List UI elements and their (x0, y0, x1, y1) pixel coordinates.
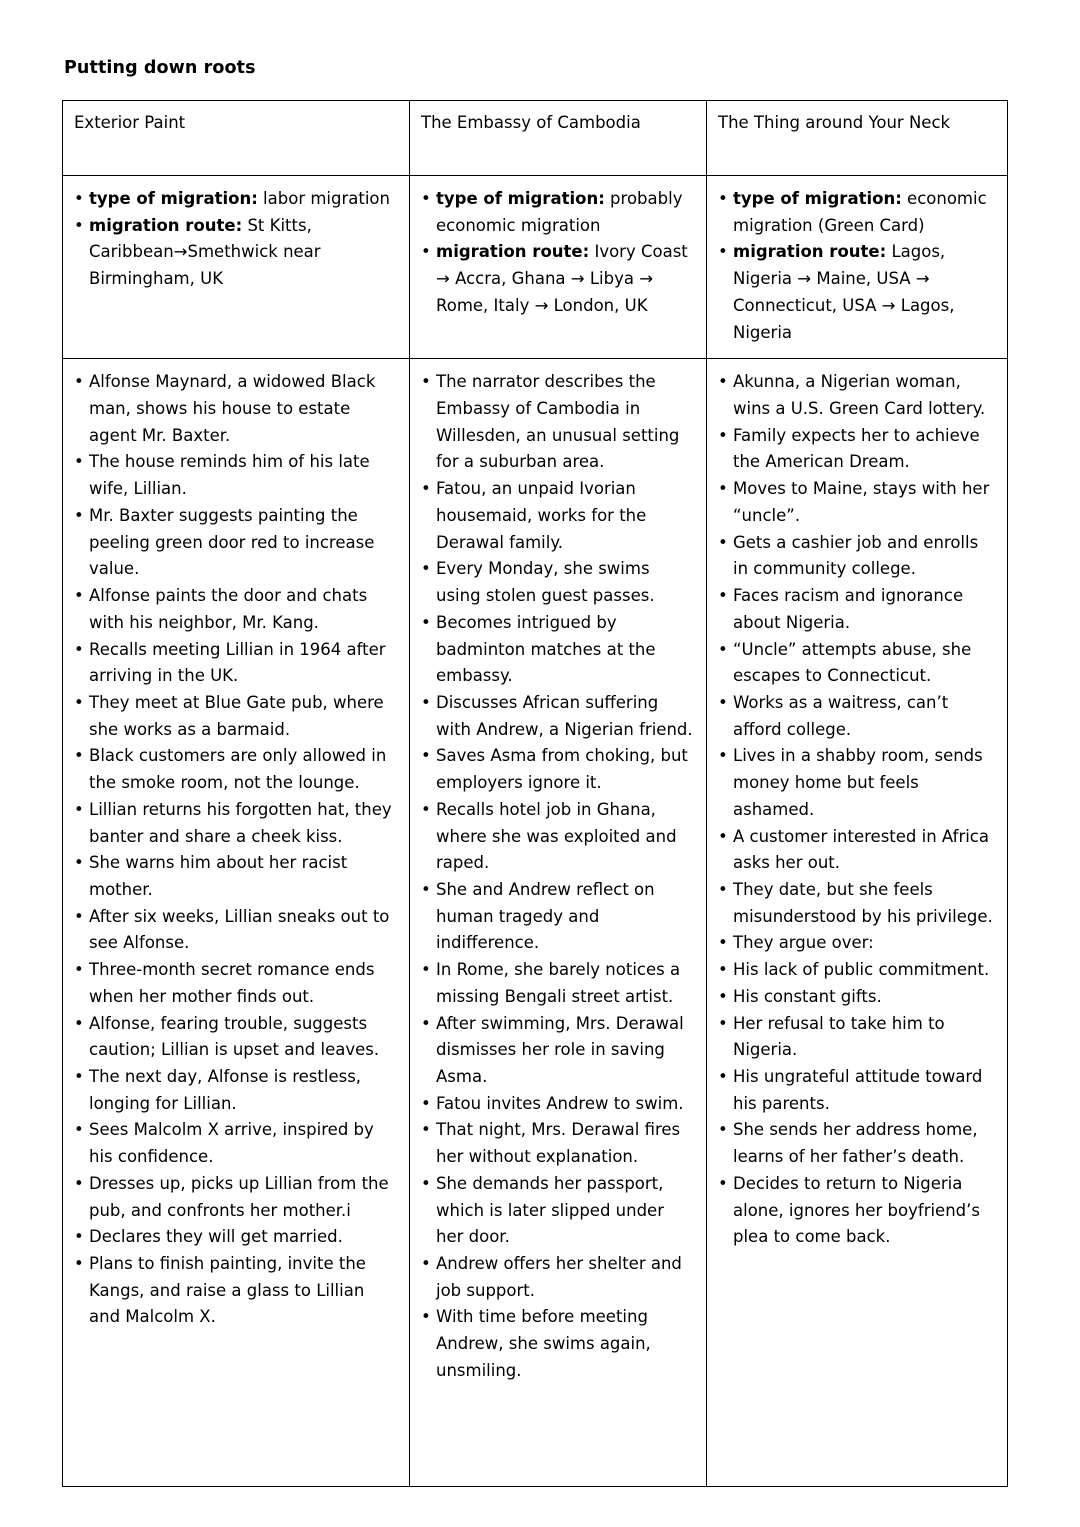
list-item: • Alfonse Maynard, a widowed Black man, shows his house to estate agent Mr. Baxter. (74, 369, 398, 449)
list-item: • After swimming, Mrs. Derawal dismisses her role in saving Asma. (421, 1011, 695, 1091)
table-header-row (63, 101, 1008, 176)
list-item: • Recalls meeting Lillian in 1964 after arriving in the UK. (74, 637, 398, 690)
list-item: • In Rome, she barely notices a missing Bengali street artist. (421, 957, 695, 1010)
list-item: • Dresses up, picks up Lillian from the pub, and confronts her mother.i (74, 1171, 398, 1224)
migration-meta-list (421, 186, 695, 320)
list-item: • Alfonse paints the door and chats with his neighbor, Mr. Kang. (74, 583, 398, 636)
migration-route-label: migration route: (89, 215, 243, 235)
list-item: • The narrator describes the Embassy of Cambodia in Willesden, an unusual setting for a suburban area. (421, 369, 695, 476)
list-item: • Lives in a shabby room, sends money home but feels ashamed. (718, 743, 996, 823)
migration-type-item (421, 186, 695, 239)
list-item: • Her refusal to take him to Nigeria. (718, 1011, 996, 1064)
table-summary-row (63, 359, 1008, 1487)
list-item: • They meet at Blue Gate pub, where she works as a barmaid. (74, 690, 398, 743)
list-item: • She and Andrew reflect on human tragedy and indifference. (421, 877, 695, 957)
list-item: • The house reminds him of his late wife, Lillian. (74, 449, 398, 502)
column-header-cell (707, 101, 1008, 176)
list-item: • Family expects her to achieve the American Dream. (718, 423, 996, 476)
summary-list (718, 369, 996, 1251)
page-title: Putting down roots (64, 58, 256, 78)
list-item: • She demands her passport, which is later slipped under her door. (421, 1171, 695, 1251)
migration-meta-cell (63, 176, 410, 359)
summary-cell (63, 359, 410, 1487)
list-item: • They argue over: (718, 930, 996, 957)
migration-type-label: type of migration: (436, 189, 605, 208)
migration-meta-cell (707, 176, 1008, 359)
list-item: • Black customers are only allowed in the smoke room, not the lounge. (74, 743, 398, 796)
list-item: • After six weeks, Lillian sneaks out to see Alfonse. (74, 904, 398, 957)
list-item: • She warns him about her racist mother. (74, 850, 398, 903)
list-item: • “Uncle” attempts abuse, she escapes to Connecticut. (718, 637, 996, 690)
migration-route-item (718, 239, 996, 346)
column-header-cell (63, 101, 410, 176)
migration-route-item (421, 239, 695, 319)
column-header-cell (410, 101, 707, 176)
table-meta-row (63, 176, 1008, 359)
list-item: • Declares they will get married. (74, 1224, 398, 1251)
migration-route-item (74, 213, 398, 293)
list-item: • Decides to return to Nigeria alone, ignores her boyfriend’s plea to come back. (718, 1171, 996, 1251)
migration-route-value: Ivory Coast → Accra, Ghana → Libya → Rome, Italy → London, UK (436, 242, 688, 315)
migration-meta-cell (410, 176, 707, 359)
summary-list (421, 369, 695, 1384)
migration-type-value: probably economic migration (436, 189, 683, 235)
migration-type-value: labor migration (257, 189, 390, 208)
migration-type-value: economic migration (Green Card) (733, 189, 987, 235)
list-item: • Becomes intrigued by badminton matches at the embassy. (421, 610, 695, 690)
summary-cell (707, 359, 1008, 1487)
list-item: • His lack of public commitment. (718, 957, 996, 984)
column-header-text: The Embassy of Cambodia (421, 113, 641, 132)
list-item: • Works as a waitress, can’t afford college. (718, 690, 996, 743)
list-item: • His ungrateful attitude toward his parents. (718, 1064, 996, 1117)
summary-cell (410, 359, 707, 1487)
list-item: • A customer interested in Africa asks her out. (718, 824, 996, 877)
migration-type-item (74, 186, 398, 213)
list-item: • Gets a cashier job and enrolls in community college. (718, 530, 996, 583)
list-item: • They date, but she feels misunderstood by his privilege. (718, 877, 996, 930)
list-item: • Fatou invites Andrew to swim. (421, 1091, 695, 1118)
comparison-table (62, 100, 1008, 1487)
list-item: • Akunna, a Nigerian woman, wins a U.S. Green Card lottery. (718, 369, 996, 422)
list-item: • Plans to finish painting, invite the Kangs, and raise a glass to Lillian and Malcolm X. (74, 1251, 398, 1331)
list-item: • With time before meeting Andrew, she swims again, unsmiling. (421, 1304, 695, 1384)
migration-type-label: type of migration: (733, 189, 902, 208)
migration-route-label: migration route: (436, 242, 590, 262)
list-item: • Lillian returns his forgotten hat, they banter and share a cheek kiss. (74, 797, 398, 850)
migration-meta-list (74, 186, 398, 293)
list-item: • Discusses African suffering with Andrew, a Nigerian friend. (421, 690, 695, 743)
column-header-text: The Thing around Your Neck (718, 113, 951, 132)
list-item: • Faces racism and ignorance about Nigeria. (718, 583, 996, 636)
list-item: • Andrew offers her shelter and job support. (421, 1251, 695, 1304)
list-item: • Saves Asma from choking, but employers ignore it. (421, 743, 695, 796)
migration-route-value: Lagos, Nigeria → Maine, USA → Connecticut, USA → Lagos, Nigeria (733, 242, 955, 342)
list-item: • That night, Mrs. Derawal fires her without explanation. (421, 1117, 695, 1170)
list-item: • Moves to Maine, stays with her “uncle”. (718, 476, 996, 529)
migration-type-label: type of migration: (89, 189, 258, 208)
list-item: • Every Monday, she swims using stolen guest passes. (421, 556, 695, 609)
column-header-text: Exterior Paint (74, 113, 186, 132)
migration-type-item (718, 186, 996, 239)
list-item: • His constant gifts. (718, 984, 996, 1011)
summary-list (74, 369, 398, 1331)
list-item: • Three-month secret romance ends when her mother finds out. (74, 957, 398, 1010)
list-item: • Recalls hotel job in Ghana, where she was exploited and raped. (421, 797, 695, 877)
list-item: • Alfonse, fearing trouble, suggests caution; Lillian is upset and leaves. (74, 1011, 398, 1064)
migration-route-label: migration route: (733, 242, 887, 262)
migration-meta-list (718, 186, 996, 346)
list-item: • Sees Malcolm X arrive, inspired by his confidence. (74, 1117, 398, 1170)
list-item: • Mr. Baxter suggests painting the peeling green door red to increase value. (74, 503, 398, 583)
list-item: • She sends her address home, learns of her father’s death. (718, 1117, 996, 1170)
list-item: • The next day, Alfonse is restless, longing for Lillian. (74, 1064, 398, 1117)
migration-route-value: St Kitts, Caribbean→Smethwick near Birmingham, UK (89, 215, 321, 289)
list-item: • Fatou, an unpaid Ivorian housemaid, works for the Derawal family. (421, 476, 695, 556)
